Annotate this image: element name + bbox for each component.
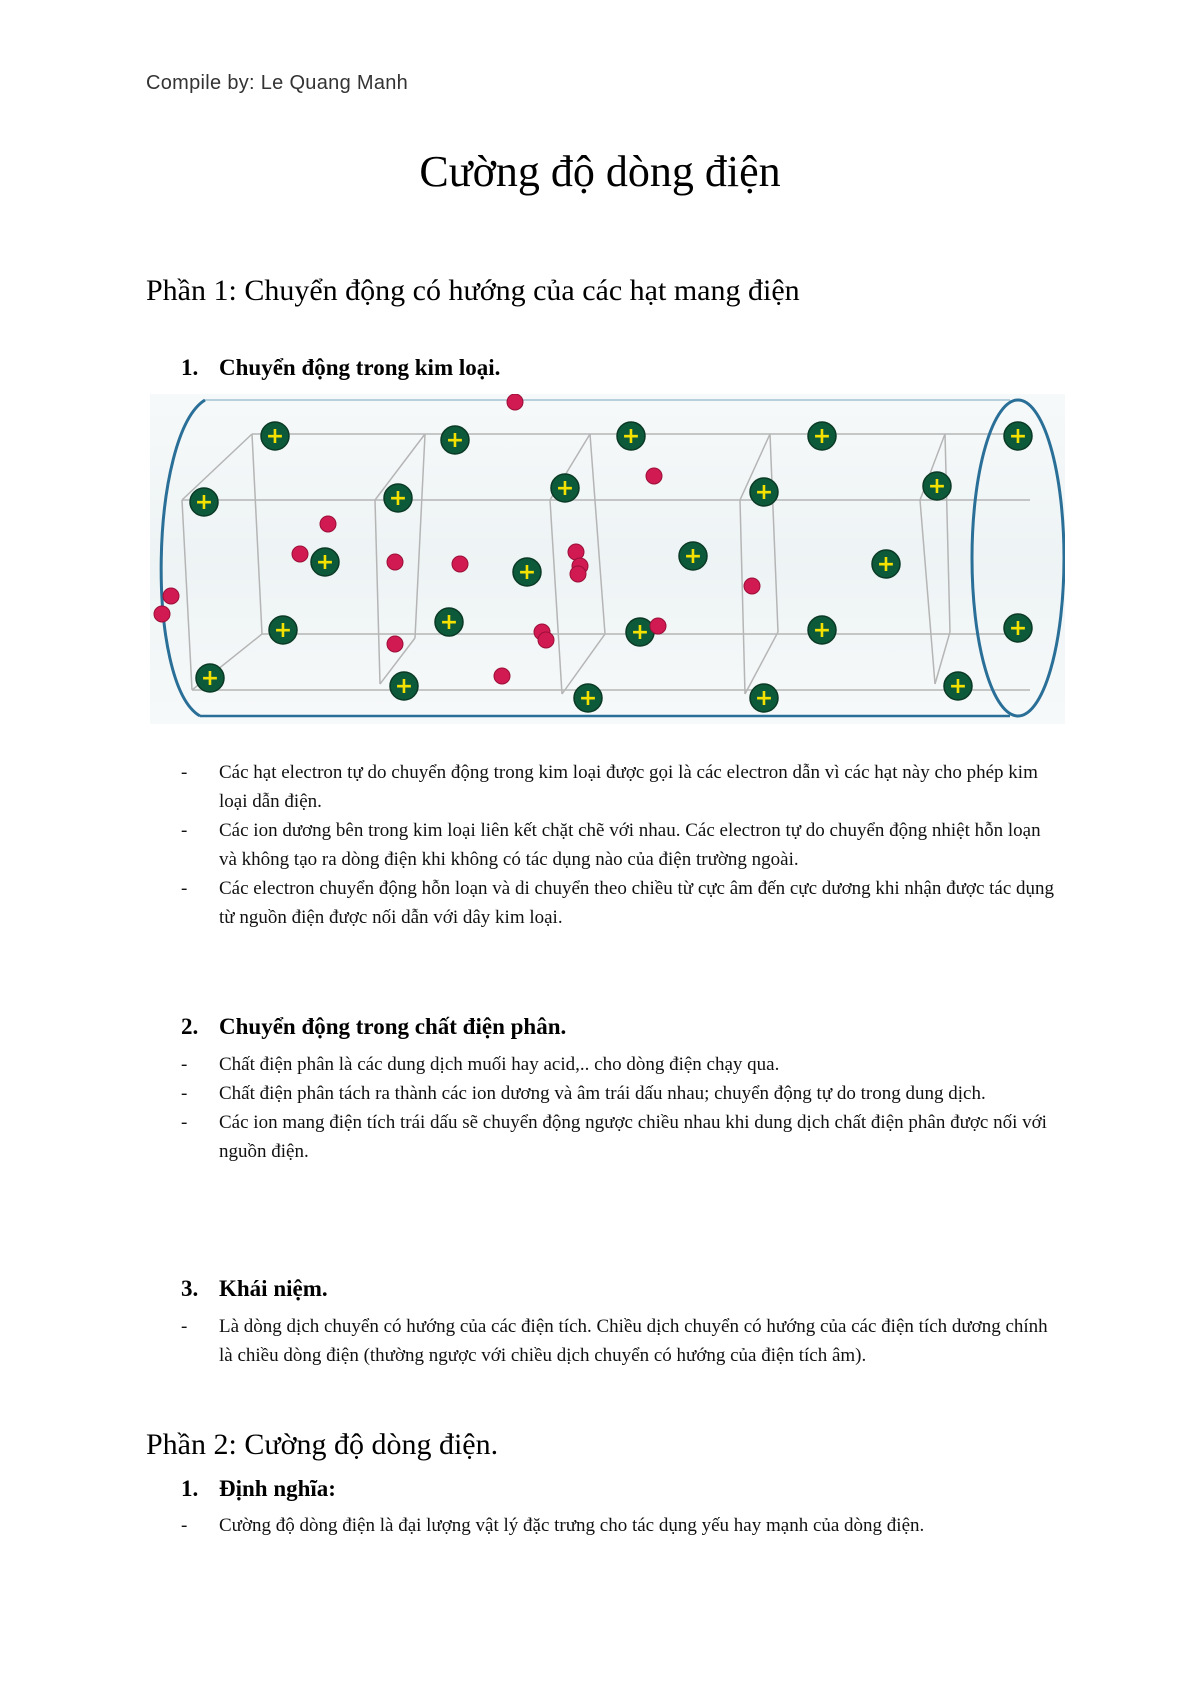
part1-heading: Phần 1: Chuyển động có hướng của các hạt mang điện bbox=[146, 274, 800, 307]
ion-symbol: + bbox=[876, 552, 896, 577]
bullet-dash: - bbox=[181, 762, 188, 783]
positive-ion-icon bbox=[384, 484, 412, 512]
electron-icon bbox=[154, 606, 170, 622]
bullet-text: Các ion mang điện tích trái dấu sẽ chuyển động ngược chiều nhau khi dung dịch chất điện phân được nối với nguồn điện. bbox=[219, 1112, 1047, 1162]
section-definition-heading bbox=[181, 1476, 336, 1502]
list-item bbox=[181, 758, 1061, 816]
ion-symbol: + bbox=[265, 424, 285, 449]
electron-icon bbox=[568, 544, 584, 560]
ion-symbol: + bbox=[517, 560, 537, 585]
positive-ion-icon bbox=[923, 472, 951, 500]
ion-symbol: + bbox=[1008, 424, 1028, 449]
section-title: Chuyển động trong kim loại. bbox=[219, 355, 501, 380]
positive-ion-icon bbox=[435, 608, 463, 636]
ion-symbol: + bbox=[621, 424, 641, 449]
ion-symbol: + bbox=[200, 666, 220, 691]
positive-ion-icon bbox=[196, 664, 224, 692]
section-number: 1. bbox=[181, 355, 199, 380]
positive-ion-icon bbox=[750, 684, 778, 712]
ion-symbol: + bbox=[578, 686, 598, 711]
section-title: Chuyển động trong chất điện phân. bbox=[219, 1014, 567, 1039]
positive-ion-icon bbox=[944, 672, 972, 700]
bullet-dash: - bbox=[181, 1054, 188, 1075]
positive-ion-icon bbox=[1004, 614, 1032, 642]
bullet-text: Các electron chuyển động hỗn loạn và di chuyển theo chiều từ cực âm đến cực dương khi nhận được tác dụng từ nguồn điện được nối dẫn với dây kim loại. bbox=[219, 878, 1055, 928]
positive-ion-icon bbox=[750, 478, 778, 506]
metal-lattice-diagram bbox=[150, 394, 1065, 724]
list-item bbox=[181, 1511, 1061, 1540]
section-electrolyte-bullets bbox=[181, 1050, 1061, 1166]
positive-ion-icon bbox=[808, 616, 836, 644]
list-item bbox=[181, 1079, 1061, 1108]
positive-ion-icon bbox=[513, 558, 541, 586]
electron-icon bbox=[650, 618, 666, 634]
bullet-dash: - bbox=[181, 1316, 188, 1337]
bullet-text: Các ion dương bên trong kim loại liên kết chặt chẽ với nhau. Các electron tự do chuyển động nhiệt hỗn loạn và không tạo ra dòng điện khi không có tác dụng nào của điện trường ngoài. bbox=[219, 820, 1041, 870]
positive-ion-icon bbox=[390, 672, 418, 700]
section-definition-bullets bbox=[181, 1511, 1061, 1540]
bullet-text: Là dòng dịch chuyển có hướng của các điện tích. Chiều dịch chuyển có hướng của các điện tích dương chính là chiều dòng điện (thường ngược với chiều dịch chuyển có hướng của điện tích âm). bbox=[219, 1316, 1048, 1366]
ion-symbol: + bbox=[445, 428, 465, 453]
positive-ion-icon bbox=[261, 422, 289, 450]
section-number: 2. bbox=[181, 1014, 199, 1039]
ion-symbol: + bbox=[315, 550, 335, 575]
positive-ion-icon bbox=[311, 548, 339, 576]
section-electrolyte-heading bbox=[181, 1014, 566, 1040]
ion-symbol: + bbox=[630, 620, 650, 645]
electron-icon bbox=[494, 668, 510, 684]
section-title: Khái niệm. bbox=[219, 1276, 328, 1301]
electron-icon bbox=[452, 556, 468, 572]
list-item bbox=[181, 874, 1061, 932]
ion-symbol: + bbox=[948, 674, 968, 699]
electron-icon bbox=[538, 632, 554, 648]
bullet-text: Các hạt electron tự do chuyển động trong kim loại được gọi là các electron dẫn vì các hạt này cho phép kim loại dẫn điện. bbox=[219, 762, 1038, 812]
electron-icon bbox=[387, 554, 403, 570]
ion-symbol: + bbox=[394, 674, 414, 699]
section-number: 3. bbox=[181, 1276, 199, 1301]
ion-symbol: + bbox=[388, 486, 408, 511]
ion-symbol: + bbox=[812, 618, 832, 643]
bullet-text: Chất điện phân là các dung dịch muối hay acid,.. cho dòng điện chạy qua. bbox=[219, 1054, 780, 1075]
list-item bbox=[181, 1050, 1061, 1079]
section-metal-bullets bbox=[181, 758, 1061, 932]
electron-icon bbox=[320, 516, 336, 532]
positive-ion-icon bbox=[441, 426, 469, 454]
ion-symbol: + bbox=[812, 424, 832, 449]
bullet-dash: - bbox=[181, 878, 188, 899]
ion-symbol: + bbox=[754, 480, 774, 505]
positive-ion-icon bbox=[626, 618, 654, 646]
bullet-dash: - bbox=[181, 820, 188, 841]
section-concept-bullets bbox=[181, 1312, 1061, 1370]
positive-ion-icon bbox=[617, 422, 645, 450]
bullet-dash: - bbox=[181, 1515, 188, 1536]
section-number: 1. bbox=[181, 1476, 199, 1501]
bullet-dash: - bbox=[181, 1083, 188, 1104]
positive-ion-icon bbox=[190, 488, 218, 516]
electron-icon bbox=[387, 636, 403, 652]
ion-symbol: + bbox=[754, 686, 774, 711]
positive-ion-icon bbox=[808, 422, 836, 450]
list-item bbox=[181, 816, 1061, 874]
positive-ion-icon bbox=[1004, 422, 1032, 450]
electron-icon bbox=[646, 468, 662, 484]
electron-icon bbox=[507, 394, 523, 410]
compile-credit: Compile by: Le Quang Manh bbox=[146, 72, 409, 94]
positive-ion-icon bbox=[574, 684, 602, 712]
list-item bbox=[181, 1312, 1061, 1370]
ion-symbol: + bbox=[273, 618, 293, 643]
section-concept-heading bbox=[181, 1276, 328, 1302]
document-title: Cường độ dòng điện bbox=[419, 147, 781, 196]
section-title: Định nghĩa: bbox=[219, 1476, 336, 1501]
ion-symbol: + bbox=[1008, 616, 1028, 641]
electron-icon bbox=[744, 578, 760, 594]
positive-ion-icon bbox=[679, 542, 707, 570]
electron-icon bbox=[292, 546, 308, 562]
bullet-text: Cường độ dòng điện là đại lượng vật lý đặc trưng cho tác dụng yếu hay mạnh của dòng điện. bbox=[219, 1515, 925, 1536]
bullet-dash: - bbox=[181, 1112, 188, 1133]
section-metal-heading bbox=[181, 355, 500, 381]
list-item bbox=[181, 1108, 1061, 1166]
positive-ion-icon bbox=[872, 550, 900, 578]
electron-icon bbox=[163, 588, 179, 604]
part2-heading: Phần 2: Cường độ dòng điện. bbox=[146, 1428, 499, 1461]
positive-ion-icon bbox=[551, 474, 579, 502]
ion-symbol: + bbox=[194, 490, 214, 515]
electron-icon bbox=[570, 566, 586, 582]
ion-symbol: + bbox=[927, 474, 947, 499]
positive-ion-icon bbox=[269, 616, 297, 644]
ion-symbol: + bbox=[439, 610, 459, 635]
ion-symbol: + bbox=[683, 544, 703, 569]
ion-symbol: + bbox=[555, 476, 575, 501]
bullet-text: Chất điện phân tách ra thành các ion dương và âm trái dấu nhau; chuyển động tự do trong dung dịch. bbox=[219, 1083, 986, 1104]
